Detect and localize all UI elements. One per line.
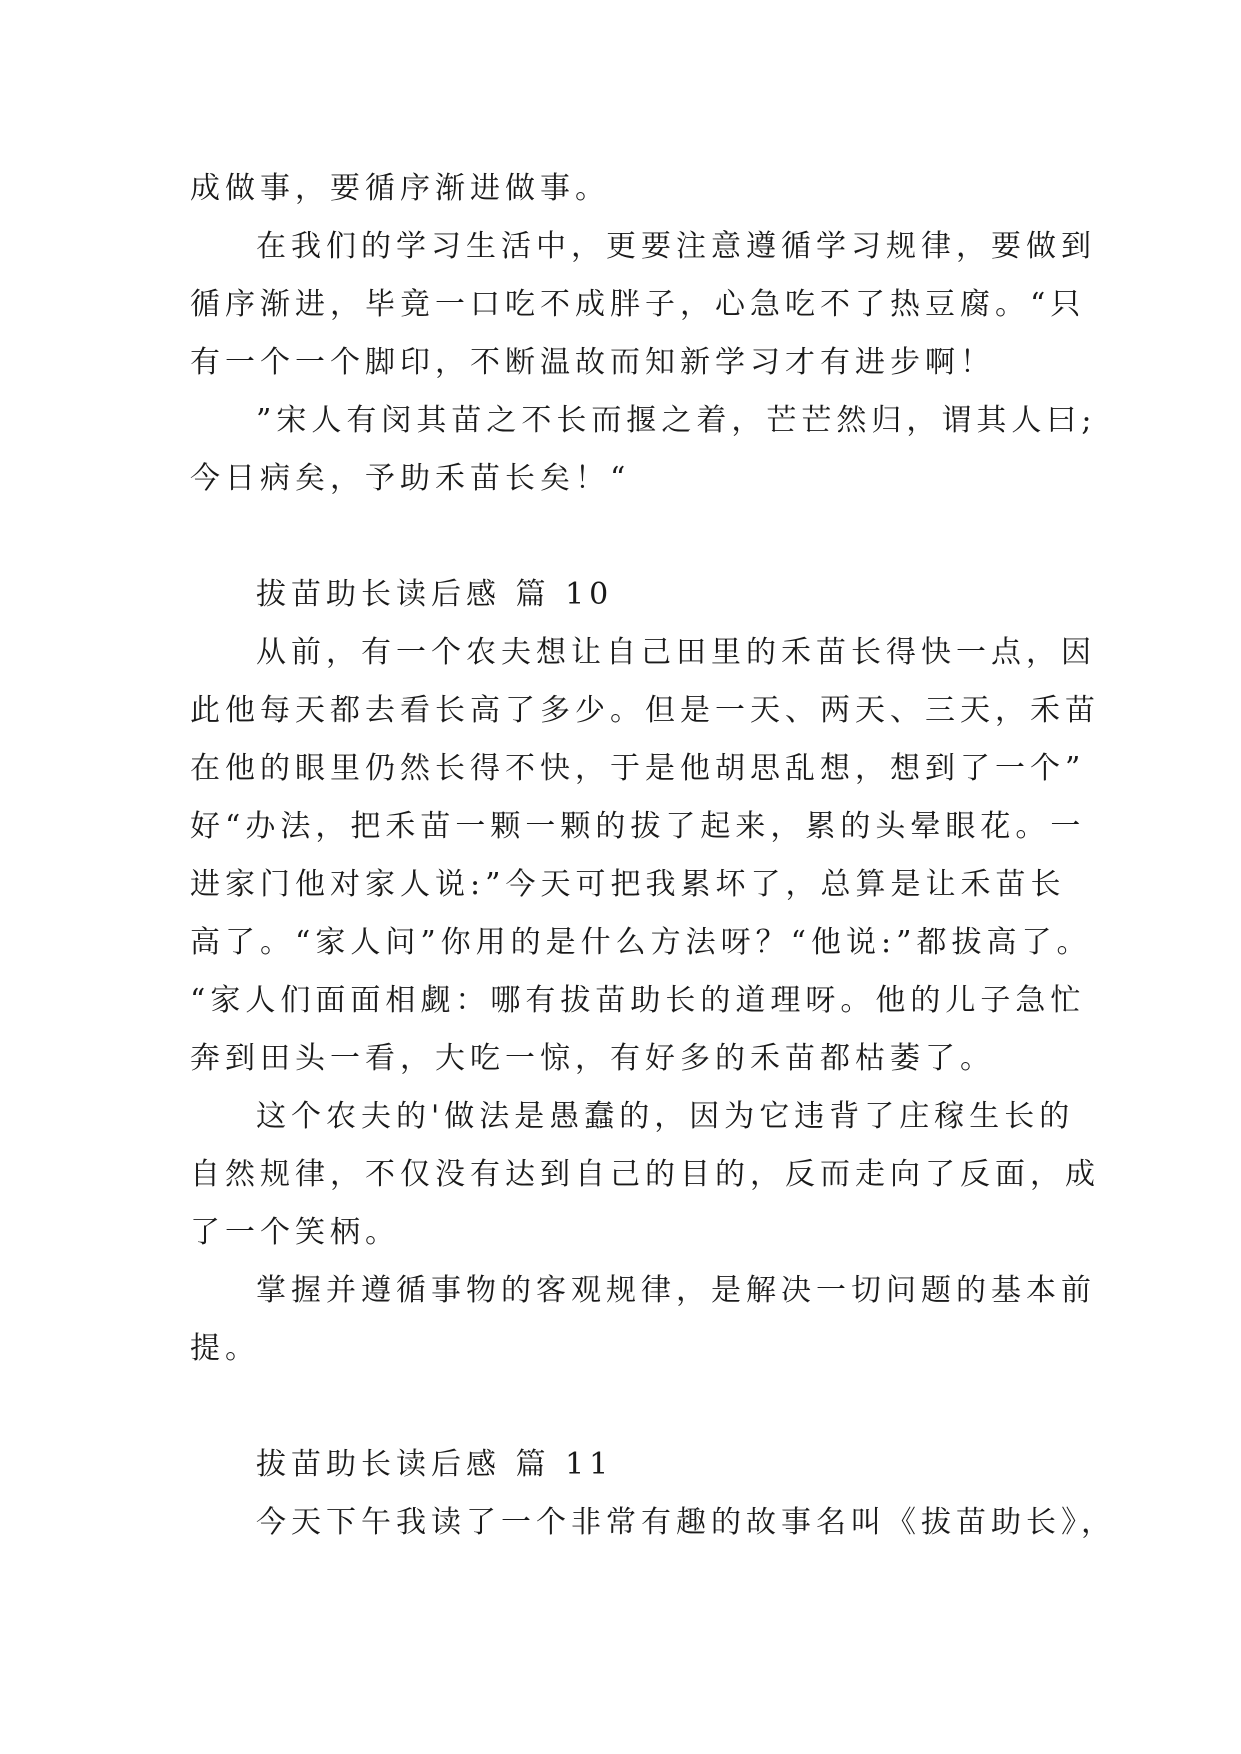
text-line: 这个农夫的'做法是愚蠢的，因为它违背了庄稼生长的 [256, 1099, 1075, 1134]
section-11-title: 拔苗助长读后感 篇 11 [256, 1447, 614, 1482]
text-line: ”宋人有闵其苗之不长而揠之着，芒芒然归，谓其人曰; [256, 403, 1097, 438]
text-line: 循序渐进，毕竟一口吃不成胖子，心急吃不了热豆腐。“只 [190, 287, 1086, 322]
text-line: 好“办法，把禾苗一颗一颗的拔了起来，累的头晕眼花。一 [190, 809, 1086, 844]
intro-paragraph [190, 1494, 1116, 1552]
document-page [190, 160, 1116, 1552]
text-line: 此他每天都去看长高了多少。但是一天、两天、三天，禾苗 [190, 693, 1100, 728]
text-line: 进家门他对家人说:”今天可把我累坏了，总算是让禾苗长 [190, 867, 1066, 902]
text-line: 在我们的学习生活中，更要注意遵循学习规律，要做到 [256, 229, 1096, 264]
study-paragraph [190, 218, 1096, 392]
story-paragraph [190, 624, 1100, 1088]
reflection-paragraph [190, 1088, 1100, 1262]
text-line: “家人们面面相觑：哪有拔苗助长的道理呀。他的儿子急忙 [190, 983, 1086, 1018]
quote-paragraph [190, 392, 1097, 508]
text-line: 有一个一个脚印，不断温故而知新学习才有进步啊！ [190, 345, 995, 380]
text-line: 奔到田头一看，大吃一惊，有好多的禾苗都枯萎了。 [190, 1041, 995, 1076]
section-spacer [190, 508, 1050, 566]
continuation-paragraph [190, 160, 1050, 218]
text-line: 成做事，要循序渐进做事。 [190, 171, 610, 206]
text-line: 了一个笑柄。 [190, 1215, 400, 1250]
text-line: 今日病矣，予助禾苗长矣！“ [190, 461, 631, 496]
text-line: 提。 [190, 1331, 260, 1366]
text-line: 从前，有一个农夫想让自己田里的禾苗长得快一点，因 [256, 635, 1096, 670]
text-line: 自然规律，不仅没有达到自己的目的，反而走向了反面，成 [190, 1157, 1100, 1192]
section-10-title: 拔苗助长读后感 篇 10 [256, 577, 614, 612]
text-line: 在他的眼里仍然长得不快，于是他胡思乱想，想到了一个” [190, 751, 1086, 786]
conclusion-paragraph [190, 1262, 1096, 1378]
text-line: 掌握并遵循事物的客观规律，是解决一切问题的基本前 [256, 1273, 1096, 1308]
text-line: 今天下午我读了一个非常有趣的故事名叫《拔苗助长》， [256, 1505, 1116, 1540]
text-line: 高了。“家人问”你用的是什么方法呀？“他说:”都拔高了。 [190, 925, 1092, 960]
section-spacer [190, 1378, 1050, 1436]
